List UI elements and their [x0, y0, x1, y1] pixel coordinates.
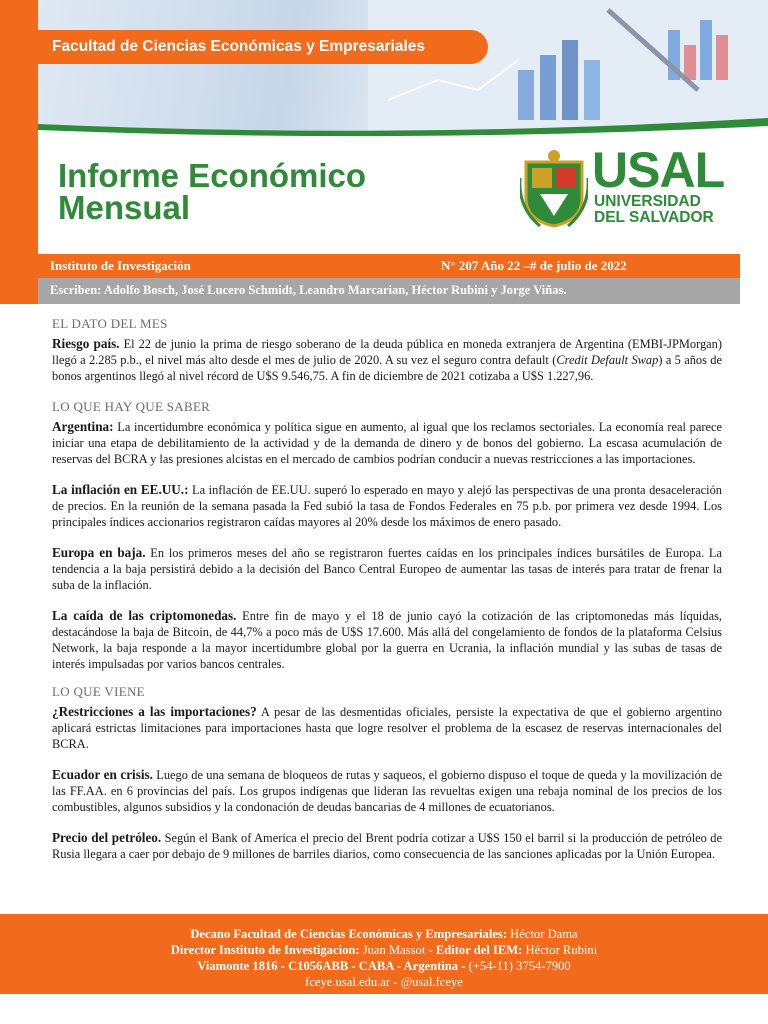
paragraph-text: ) a 5 años de bonos argentinos llegó al nivel récord de U$S 9.546,75. A fin de diciembre de 2021 cotizaba a U$S 1.227,96.	[52, 353, 722, 383]
footer-label: Decano Facultad de Ciencias Económicas y Empresariales:	[190, 927, 508, 941]
footer-value: Héctor Dama	[507, 927, 578, 941]
issue-label: N° 207 Año 22 –# de julio de 2022	[441, 258, 627, 273]
paragraph-inflacion-eeuu	[52, 482, 722, 530]
paragraph-lead: La inflación en EE.UU.:	[52, 482, 189, 497]
title-line-1: Informe Económico	[58, 157, 367, 194]
header-banner	[38, 0, 768, 138]
section-heading-dato: EL DATO DEL MES	[52, 316, 168, 331]
paragraph-importaciones	[52, 704, 722, 752]
paragraph-ecuador	[52, 767, 722, 815]
footer-label: Viamonte 1816 - C1056ABB - CABA - Argentina -	[197, 959, 466, 973]
paragraph-text: Luego de una semana de bloqueos de rutas y saqueos, el gobierno dispuso el toque de queda y la movilización de las FF.AA. en 6 provincias del país. Los grupos indígenas que lideran las revueltas exigen una rebaja nominal de los precios de los combustibles, algunos subsidios y la condonación de deudas bancarias de 4 millones de ecuatorianos.	[52, 768, 722, 814]
logo-subtitle	[594, 194, 714, 226]
logo-sub-line-1: UNIVERSIDAD	[594, 193, 701, 210]
institute-label: Instituto de Investigación	[50, 258, 191, 273]
paragraph-lead: Precio del petróleo.	[52, 830, 162, 845]
paragraph-lead: Argentina:	[52, 419, 114, 434]
paragraph-lead: Riesgo país.	[52, 336, 120, 351]
crest-icon	[520, 148, 588, 228]
paragraph-text: El 22 de junio la prima de riesgo soberano de la deuda pública en moneda extranjera de Argentina (EMBI-JPMorgan) llegó a 2.285 p.b., el nivel más alto desde el mes de julio de 2020. A su vez el seguro contra default (	[52, 337, 722, 367]
logo-usal: USAL	[592, 142, 725, 198]
authors-text: Escriben: Adolfo Bosch, José Lucero Schmidt, Leandro Marcarian, Héctor Rubini y Jorge Viñas.	[50, 283, 567, 297]
footer	[0, 914, 768, 994]
footer-web-link[interactable]: fceye.usal.edu.ar - @usal.fceye	[305, 975, 463, 989]
section-heading-saber: LO QUE HAY QUE SABER	[52, 399, 211, 414]
paragraph-text: Según el Bank of America el precio del Brent podría cotizar a U$S 150 el barril si la producción de petróleo de Rusia llegara a caer por debajo de 9 millones de barriles diarios, como consecuencia de las sanciones aplicadas por la Unión Europea.	[52, 831, 723, 861]
authors-bar	[38, 278, 740, 304]
paragraph-text: La incertidumbre económica y política sigue en aumento, al igual que los reclamos sectoriales. La economía real parece iniciar una etapa de debilitamiento de la actividad y de la demanda de dinero y de bonos del gobierno. La escasa acumulación de reservas del BCRA y las presiones alcistas en el mercado de cambios podrían conducir a nuevas restricciones a las importaciones.	[52, 420, 722, 466]
footer-address	[0, 958, 768, 974]
footer-label: Director Instituto de Investigacion:	[170, 943, 360, 957]
footer-value: (+54-11) 3754-7900	[465, 959, 571, 973]
paragraph-lead: Ecuador en crisis.	[52, 767, 153, 782]
paragraph-text: Entre fin de mayo y el 18 de junio cayó la cotización de las criptomonedas más líquidas, destacándose la baja de Bitcoin, de 44,7% a poco más de U$S 17.600. Más allá del congelamiento de fondos de la plataforma Celsius Network, la baja responde a la mayor incertidumbre global por la guerra en Ucrania, la inflación mundial y las subas de tasas de interés impulsadas por varios bancos centrales.	[52, 609, 722, 671]
article-body	[52, 316, 722, 877]
banner-wave	[38, 118, 768, 138]
page-title	[58, 157, 367, 226]
paragraph-lead: Europa en baja.	[52, 545, 146, 560]
footer-value: Héctor Rubini	[522, 943, 598, 957]
paragraph-criptomonedas	[52, 608, 722, 672]
info-bar	[38, 254, 740, 278]
title-line-2: Mensual	[58, 189, 191, 226]
paragraph-text: La inflación de EE.UU. superó lo esperado en mayo y alejó las perspectivas de una pronta desaceleración de precios. En la reunión de la semana pasada la Fed subió la tasa de Fondos Federales en 75 p.b. por primera vez desde 1994. Los principales índices accionarios registraron caídas mayores al 20% desde los máximos de enero pasado.	[52, 483, 722, 529]
paragraph-lead: ¿Restricciones a las importaciones?	[52, 704, 257, 719]
faculty-name: Facultad de Ciencias Económicas y Empresariales	[52, 38, 426, 55]
footer-dean	[0, 926, 768, 942]
paragraph-riesgo-pais	[52, 336, 722, 384]
left-accent-bar	[0, 0, 38, 304]
footer-value: Juan Massot -	[359, 943, 436, 957]
paragraph-argentina	[52, 419, 722, 467]
paragraph-italic: Credit Default Swap	[556, 353, 659, 367]
paragraph-petroleo	[52, 830, 722, 862]
section-heading-viene: LO QUE VIENE	[52, 684, 145, 699]
paragraph-europa	[52, 545, 722, 593]
paragraph-text: En los primeros meses del año se registraron fuertes caídas en los principales índices bursátiles de Europa. La tendencia a la baja persistirá debido a la decisión del Banco Central Europeo de aumentar las tasas de interés para tratar de frenar la suba de la inflación.	[52, 546, 722, 592]
usal-logo	[520, 142, 730, 238]
paragraph-lead: La caída de las criptomonedas.	[52, 608, 237, 623]
footer-director	[0, 942, 768, 958]
paragraph-text: A pesar de las desmentidas oficiales, persiste la expectativa de que el gobierno argentino aplicará estrictas limitaciones para importaciones hasta que logre resolver el problema de la escasez de reservas internacionales del BCRA.	[52, 705, 722, 751]
logo-sub-line-2: DEL SALVADOR	[594, 209, 714, 226]
footer-label: Editor del IEM:	[435, 943, 523, 957]
